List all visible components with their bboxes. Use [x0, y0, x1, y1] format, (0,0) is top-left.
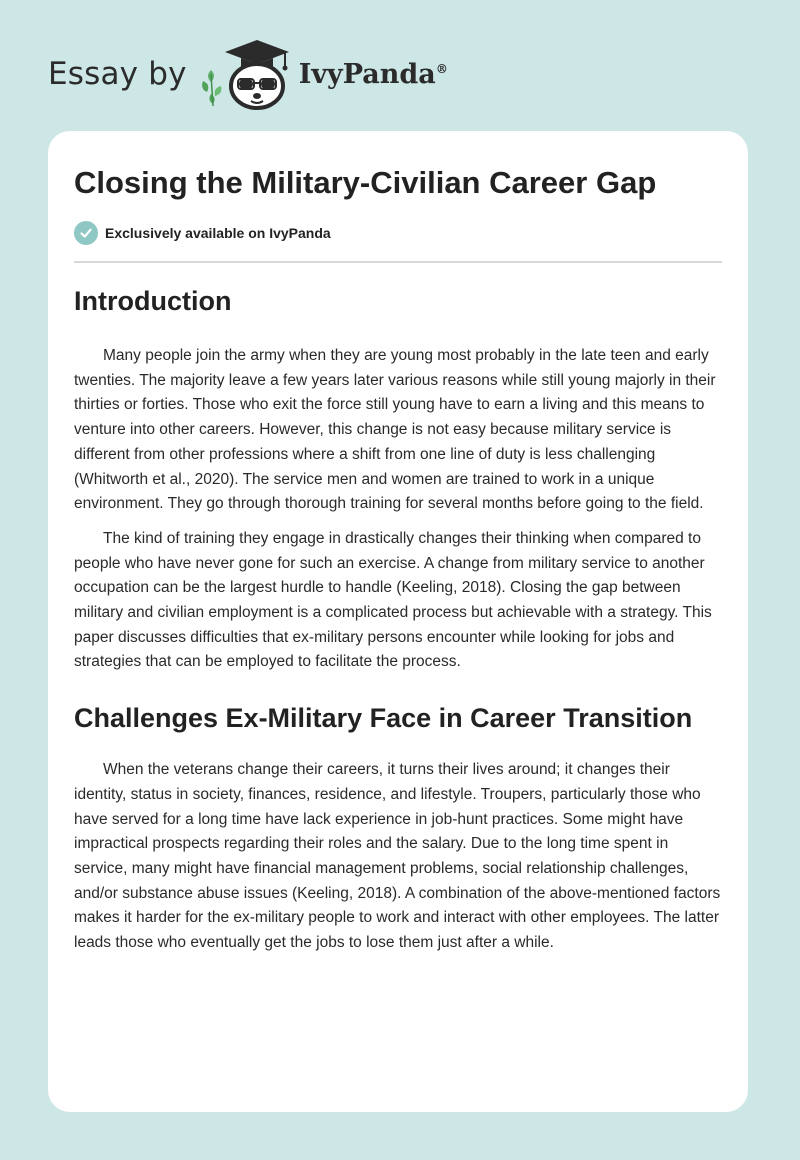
brand-name[interactable]: IvyPanda® — [298, 58, 448, 90]
ivypanda-logo-icon[interactable] — [201, 34, 297, 114]
paragraph: The kind of training they engage in drastically changes their thinking when compared to people who have never gone for such an exercise. A change from military service to another occupation can be the largest hurdle to handle (Keeling, 2018). Closing the gap between military and civilian employment is a complicated process but achievable with a strategy. This paper discusses difficulties that ex-military persons encounter while looking for jobs and strategies that can be employed to facilitate the process. — [74, 529, 712, 671]
exclusive-badge — [74, 221, 331, 245]
paragraph: Many people join the army when they are young most probably in the late teen and early twenties. The majority leave a few years later various reasons while still young majorly in their thirties or forties. Those who exit the force still young have to earn a living and this means to venture into other careers. However, this change is not easy because military service is different from other professions where a shift from one line of duty is less challenging (Whitworth et al., 2020). The service men and women are trained to work in a unique environment. They go through thorough training for several months before going to the field. — [74, 347, 716, 513]
section-heading-introduction: Introduction — [74, 286, 232, 316]
registered-mark: ® — [435, 61, 448, 76]
site-header — [48, 34, 448, 114]
divider — [74, 261, 722, 263]
article-title: Closing the Military-Civilian Career Gap — [74, 165, 657, 200]
essay-by-text: Essay by — [48, 56, 187, 92]
article-card — [48, 131, 748, 1112]
check-circle-icon — [74, 221, 98, 245]
exclusive-label: Exclusively available on IvyPanda — [105, 225, 331, 241]
paragraph: When the veterans change their careers, it turns their lives around; it changes their identity, status in society, finances, residence, and lifestyle. Troupers, particularly those who have served for a long time have lack experience in job-hunt practices. Some might have impractical prospects regarding their roles and the salary. Due to the long time spent in service, many might have financial management problems, social relationship challenges, and/or substance abuse issues (Keeling, 2018). A combination of the above-mentioned factors makes it harder for the ex-military people to work and interact with other employees. The latter leads those who eventually get the jobs to lose them just after a while. — [74, 761, 721, 952]
article-body — [74, 282, 722, 956]
section-heading-challenges: Challenges Ex-Military Face in Career Transition — [74, 703, 693, 734]
